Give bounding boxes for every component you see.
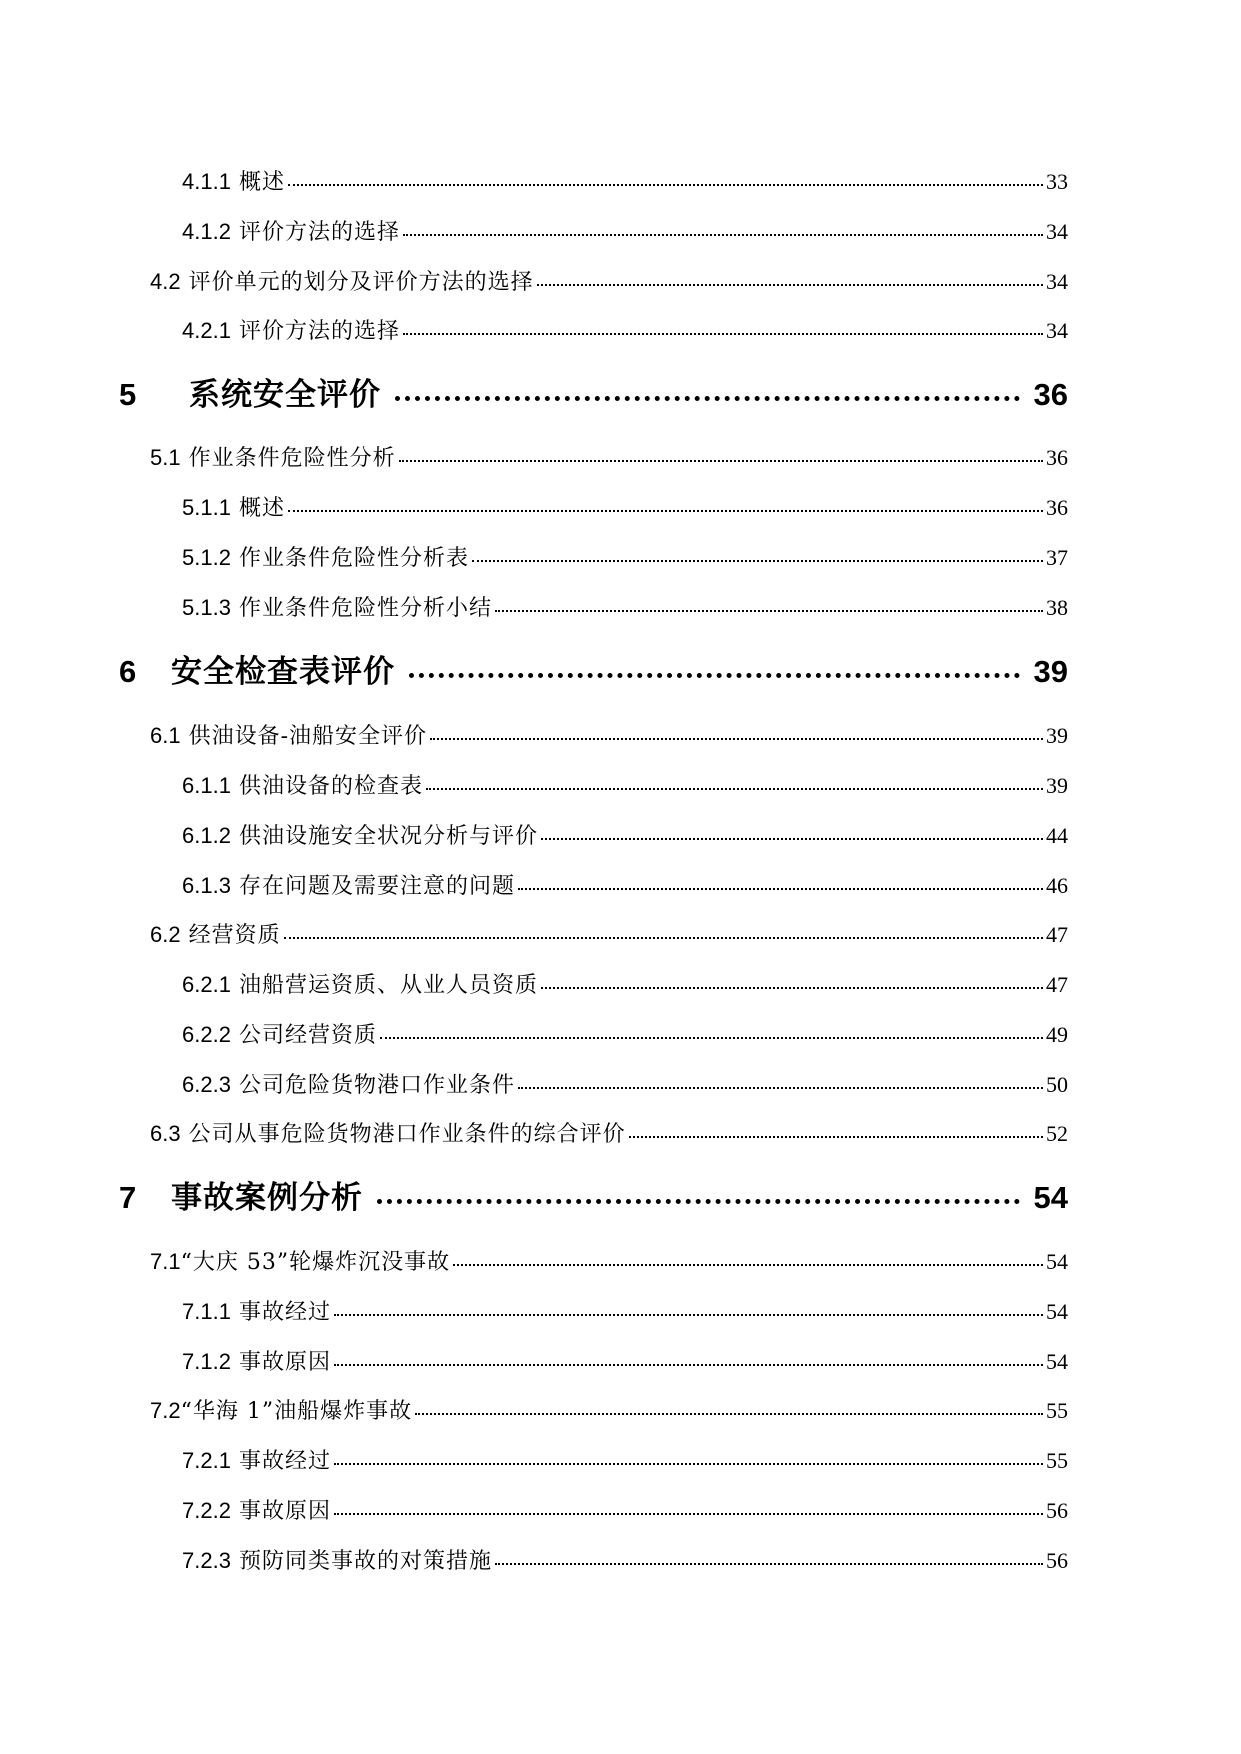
entry-number: 4.1.2	[182, 219, 231, 244]
entry-page: 36	[1046, 495, 1068, 520]
entry-number: 6.1.1	[182, 773, 231, 798]
entry-title: 事故经过	[238, 1449, 331, 1474]
entry-page: 37	[1046, 545, 1068, 570]
entry-title: 油船营运资质、从业人员资质	[238, 973, 538, 998]
dot-leader	[537, 284, 1043, 286]
entry-title: 评价方法的选择	[238, 220, 400, 245]
toc-entry-7-1-1[interactable]	[182, 1295, 1068, 1326]
dot-leader	[288, 510, 1043, 512]
entry-page: 34	[1046, 318, 1068, 343]
toc-chapter-5[interactable]	[119, 369, 1068, 414]
entry-number: 7.2.3	[182, 1548, 231, 1573]
dot-leader	[430, 738, 1043, 740]
entry-page: 56	[1046, 1498, 1068, 1523]
entry-number: 7.1.2	[182, 1349, 231, 1374]
entry-page: 49	[1046, 1022, 1068, 1047]
toc-entry-4-1-1[interactable]	[182, 165, 1068, 196]
entry-number: 6.2.3	[182, 1072, 231, 1097]
entry-number: 7.1	[150, 1249, 181, 1274]
chapter-title: 事故案例分析	[171, 1180, 363, 1216]
entry-number: 6.1	[150, 723, 181, 748]
entry-title: 预防同类事故的对策措施	[238, 1549, 492, 1574]
dot-leader	[453, 1264, 1043, 1266]
entry-page: 34	[1046, 219, 1068, 244]
toc-entry-7-1[interactable]	[150, 1245, 1068, 1276]
entry-page: 39	[1046, 773, 1068, 798]
entry-number: 7.2	[150, 1398, 181, 1423]
entry-number: 6.3	[150, 1121, 181, 1146]
toc-entry-4-2[interactable]	[150, 265, 1068, 296]
toc-entry-7-2-3[interactable]	[182, 1544, 1068, 1575]
entry-number: 4.2	[150, 269, 181, 294]
toc-entry-4-1-2[interactable]	[182, 215, 1068, 246]
entry-number: 5.1	[150, 445, 181, 470]
toc-entry-6-2-3[interactable]	[182, 1068, 1068, 1099]
entry-number: 4.1.1	[182, 169, 231, 194]
toc-entry-7-2-1[interactable]	[182, 1444, 1068, 1475]
entry-number: 6.2.2	[182, 1022, 231, 1047]
toc-entry-7-2[interactable]	[150, 1394, 1068, 1425]
entry-page: 55	[1046, 1448, 1068, 1473]
dot-leader	[415, 1413, 1043, 1415]
toc-entry-6-1-2[interactable]	[182, 819, 1068, 850]
toc-chapter-7[interactable]	[119, 1172, 1068, 1217]
dot-leader	[518, 1087, 1043, 1089]
toc-chapter-6[interactable]	[119, 646, 1068, 691]
entry-title: 事故原因	[238, 1499, 331, 1524]
dot-leader	[426, 788, 1043, 790]
entry-number: 7.2.1	[182, 1448, 231, 1473]
entry-page: 47	[1046, 972, 1068, 997]
toc-entry-5-1-2[interactable]	[182, 541, 1068, 572]
toc-entry-6-1-1[interactable]	[182, 769, 1068, 800]
dot-leader	[380, 1037, 1043, 1039]
entry-title: “华海 1”油船爆炸事故	[180, 1399, 413, 1424]
entry-page: 52	[1046, 1121, 1068, 1146]
dot-leader	[334, 1314, 1043, 1316]
chapter-number: 5	[119, 377, 137, 412]
chapter-number: 6	[119, 654, 137, 689]
entry-title: 事故原因	[238, 1350, 331, 1375]
entry-title: 供油设备-油船安全评价	[188, 724, 428, 749]
toc-entry-6-2[interactable]	[150, 918, 1068, 949]
entry-title: 评价单元的划分及评价方法的选择	[188, 270, 534, 295]
entry-title: 作业条件危险性分析	[188, 446, 396, 471]
chapter-number: 7	[119, 1180, 137, 1215]
entry-number: 7.1.1	[182, 1299, 231, 1324]
toc-entry-6-2-2[interactable]	[182, 1018, 1068, 1049]
dot-leader	[541, 838, 1043, 840]
entry-number: 5.1.2	[182, 545, 231, 570]
entry-page: 44	[1046, 823, 1068, 848]
chapter-page: 39	[1033, 654, 1068, 689]
entry-title: 概述	[238, 170, 285, 195]
entry-number: 7.2.2	[182, 1498, 231, 1523]
entry-title: 公司从事危险货物港口作业条件的综合评价	[188, 1122, 626, 1147]
dot-leader	[472, 560, 1043, 562]
chapter-title: 安全检查表评价	[171, 654, 395, 690]
dot-leader	[288, 184, 1043, 186]
entry-title: 供油设备的检查表	[238, 774, 423, 799]
entry-title: 存在问题及需要注意的问题	[238, 874, 515, 899]
dot-leader	[409, 673, 1020, 678]
entry-page: 54	[1046, 1299, 1068, 1324]
entry-page: 39	[1046, 723, 1068, 748]
entry-page: 47	[1046, 922, 1068, 947]
entry-page: 33	[1046, 169, 1068, 194]
toc-entry-7-1-2[interactable]	[182, 1345, 1068, 1376]
toc-entry-5-1[interactable]	[150, 441, 1068, 472]
entry-page: 38	[1046, 595, 1068, 620]
entry-title: 公司经营资质	[238, 1023, 377, 1048]
dot-leader	[334, 1513, 1043, 1515]
entry-title: 事故经过	[238, 1300, 331, 1325]
entry-title: 供油设施安全状况分析与评价	[238, 824, 538, 849]
entry-page: 46	[1046, 873, 1068, 898]
entry-title: 概述	[238, 496, 285, 521]
entry-page: 34	[1046, 269, 1068, 294]
entry-number: 6.2	[150, 922, 181, 947]
toc-entry-6-2-1[interactable]	[182, 968, 1068, 999]
entry-title: 作业条件危险性分析表	[238, 546, 469, 571]
entry-page: 56	[1046, 1548, 1068, 1573]
dot-leader	[403, 234, 1043, 236]
dot-leader	[495, 610, 1043, 612]
entry-title: 评价方法的选择	[238, 319, 400, 344]
dot-leader	[403, 333, 1043, 335]
entry-number: 5.1.1	[182, 495, 231, 520]
dot-leader	[334, 1364, 1043, 1366]
dot-leader	[377, 1199, 1020, 1204]
entry-title: 公司危险货物港口作业条件	[238, 1073, 515, 1098]
entry-page: 54	[1046, 1349, 1068, 1374]
entry-page: 50	[1046, 1072, 1068, 1097]
chapter-page: 36	[1033, 377, 1068, 412]
toc-entry-6-1[interactable]	[150, 719, 1068, 750]
dot-leader	[518, 888, 1043, 890]
dot-leader	[495, 1563, 1043, 1565]
entry-number: 6.2.1	[182, 972, 231, 997]
entry-number: 4.2.1	[182, 318, 231, 343]
entry-title: 经营资质	[188, 923, 281, 948]
dot-leader	[334, 1463, 1043, 1465]
entry-title: 作业条件危险性分析小结	[238, 596, 492, 621]
toc-entry-5-1-1[interactable]	[182, 491, 1068, 522]
dot-leader	[395, 396, 1020, 401]
chapter-page: 54	[1033, 1180, 1068, 1215]
toc-entry-7-2-2[interactable]	[182, 1494, 1068, 1525]
toc-entry-4-2-1[interactable]	[182, 314, 1068, 345]
entry-page: 36	[1046, 445, 1068, 470]
dot-leader	[541, 987, 1043, 989]
entry-number: 6.1.3	[182, 873, 231, 898]
toc-entry-6-3[interactable]	[150, 1117, 1068, 1148]
dot-leader	[399, 460, 1043, 462]
dot-leader	[284, 937, 1043, 939]
entry-page: 55	[1046, 1398, 1068, 1423]
entry-number: 5.1.3	[182, 595, 231, 620]
entry-number: 6.1.2	[182, 823, 231, 848]
chapter-title: 系统安全评价	[189, 377, 381, 413]
entry-title: “大庆 53”轮爆炸沉没事故	[180, 1250, 451, 1275]
toc-entry-5-1-3[interactable]	[182, 591, 1068, 622]
entry-page: 54	[1046, 1249, 1068, 1274]
dot-leader	[629, 1136, 1043, 1138]
toc-entry-6-1-3[interactable]	[182, 869, 1068, 900]
